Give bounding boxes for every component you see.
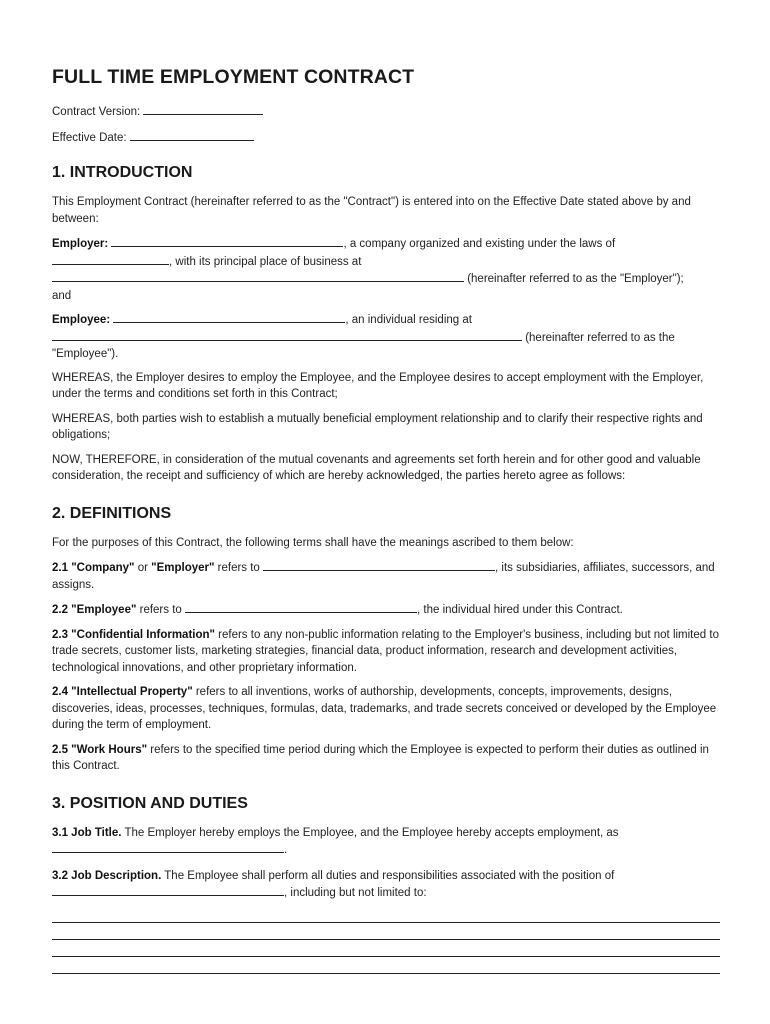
employer-text-1: , a company organized and existing under the laws of [343, 238, 616, 250]
employer-text-3: (hereinafter referred to as the "Employer"); [464, 273, 684, 285]
definition-2-4 [52, 684, 720, 734]
position-3-1 [52, 825, 720, 859]
employee-definition-field[interactable] [185, 601, 417, 613]
job-title-field[interactable] [52, 841, 284, 853]
effective-date-label: Effective Date: [52, 131, 127, 144]
definition-2-2-text-2: , the individual hired under this Contract. [417, 604, 623, 616]
employee-name-field[interactable] [113, 311, 345, 323]
contract-version-label: Contract Version: [52, 106, 141, 118]
effective-date-field[interactable] [130, 129, 254, 141]
definitions-lead: For the purposes of this Contract, the following terms shall have the meanings ascribed to them below: [52, 536, 574, 549]
employer-clause [52, 235, 720, 304]
definition-2-1-text-2: , its subsidiaries, affiliates, successors, and assigns. [52, 562, 715, 591]
position-3-1-term: 3.1 Job Title. [52, 826, 122, 839]
intro-lead: This Employment Contract (hereinafter referred to as the "Contract") is entered into on the Effective Date stated above by and between: [52, 196, 691, 225]
section-heading-definitions: 2. DEFINITIONS [52, 504, 172, 522]
employer-jurisdiction-field[interactable] [52, 253, 169, 265]
definition-2-2 [52, 601, 720, 619]
and-text: and [52, 289, 72, 302]
job-position-field[interactable] [52, 884, 284, 896]
definition-2-1-number: 2.1 [52, 562, 68, 574]
employee-label: Employee: [52, 314, 111, 326]
duties-line-3[interactable] [52, 940, 720, 957]
definition-2-1-or: or [134, 562, 152, 574]
definition-2-4-term: 2.4 "Intellectual Property" [52, 686, 193, 698]
position-3-2 [52, 868, 720, 902]
now-therefore: NOW, THEREFORE, in consideration of the mutual covenants and agreements set forth herein and for other good and valuable consideration, the receipt and sufficiency of which are hereby acknowledged, the parties hereto agree as follows: [52, 453, 701, 482]
duties-line-2[interactable] [52, 923, 720, 940]
company-name-field[interactable] [263, 559, 495, 571]
definition-2-1-term-company: "Company" [71, 562, 135, 574]
definition-2-3-text: refers to any non-public information relating to the Employer's business, including but not limited to trade secrets, customer lists, marketing strategies, financial data, product information, research and development activities, technological innovations, and other proprietary information. [52, 628, 719, 674]
employee-address-field[interactable] [52, 329, 522, 341]
effective-date-line [52, 129, 720, 147]
contract-version-line [52, 103, 720, 121]
definition-2-5 [52, 742, 720, 775]
definition-2-1 [52, 559, 720, 593]
position-3-2-text: The Employee shall perform all duties and responsibilities associated with the position of [161, 869, 615, 882]
position-3-2-end: , including but not limited to: [284, 887, 427, 899]
document-title: FULL TIME EMPLOYMENT CONTRACT [52, 66, 415, 88]
position-3-2-term: 3.2 Job Description. [52, 869, 162, 882]
definition-2-2-term: 2.2 "Employee" [52, 604, 137, 616]
definition-2-1-text-1: refers to [214, 562, 264, 574]
section-heading-position: 3. POSITION AND DUTIES [52, 794, 248, 812]
definition-2-2-text-1: refers to [136, 604, 185, 616]
definition-2-1-term-employer: "Employer" [151, 562, 215, 574]
employee-text-2: (hereinafter referred to as the "Employee"). [52, 331, 675, 360]
employer-text-2: , with its principal place of business at [169, 255, 362, 268]
definition-2-5-term: 2.5 "Work Hours" [52, 743, 148, 756]
position-3-1-end: . [284, 844, 288, 856]
employer-address-field[interactable] [52, 270, 464, 282]
employer-name-field[interactable] [111, 235, 343, 247]
employee-clause [52, 311, 720, 363]
employer-label: Employer: [52, 238, 109, 250]
employee-text-1: , an individual residing at [345, 314, 472, 326]
definition-2-5-text: refers to the specified time period during which the Employee is expected to perform their duties as outlined in this Contract. [52, 743, 709, 772]
duties-line-1[interactable] [52, 906, 720, 923]
section-heading-introduction: 1. INTRODUCTION [52, 164, 193, 181]
contract-document [52, 66, 720, 974]
position-3-1-text: The Employer hereby employs the Employee, and the Employee hereby accepts employment, as [121, 826, 619, 839]
definition-2-4-text: refers to all inventions, works of authorship, developments, concepts, improvements, designs, discoveries, ideas, processes, techniques, formulas, data, trademarks, and trade secrets conceived or developed by the Employee during the term of employment. [52, 686, 717, 731]
contract-version-field[interactable] [143, 103, 263, 115]
duties-line-4[interactable] [52, 957, 720, 974]
whereas-1: WHEREAS, the Employer desires to employ the Employee, and the Employee desires to accept employment with the Employer, under the terms and conditions set forth in this Contract; [52, 371, 704, 400]
definition-2-3-term: 2.3 "Confidential Information" [52, 628, 215, 641]
definition-2-3 [52, 627, 720, 677]
whereas-2: WHEREAS, both parties wish to establish a mutually beneficial employment relationship and to clarify their respective rights and obligations; [52, 412, 703, 441]
